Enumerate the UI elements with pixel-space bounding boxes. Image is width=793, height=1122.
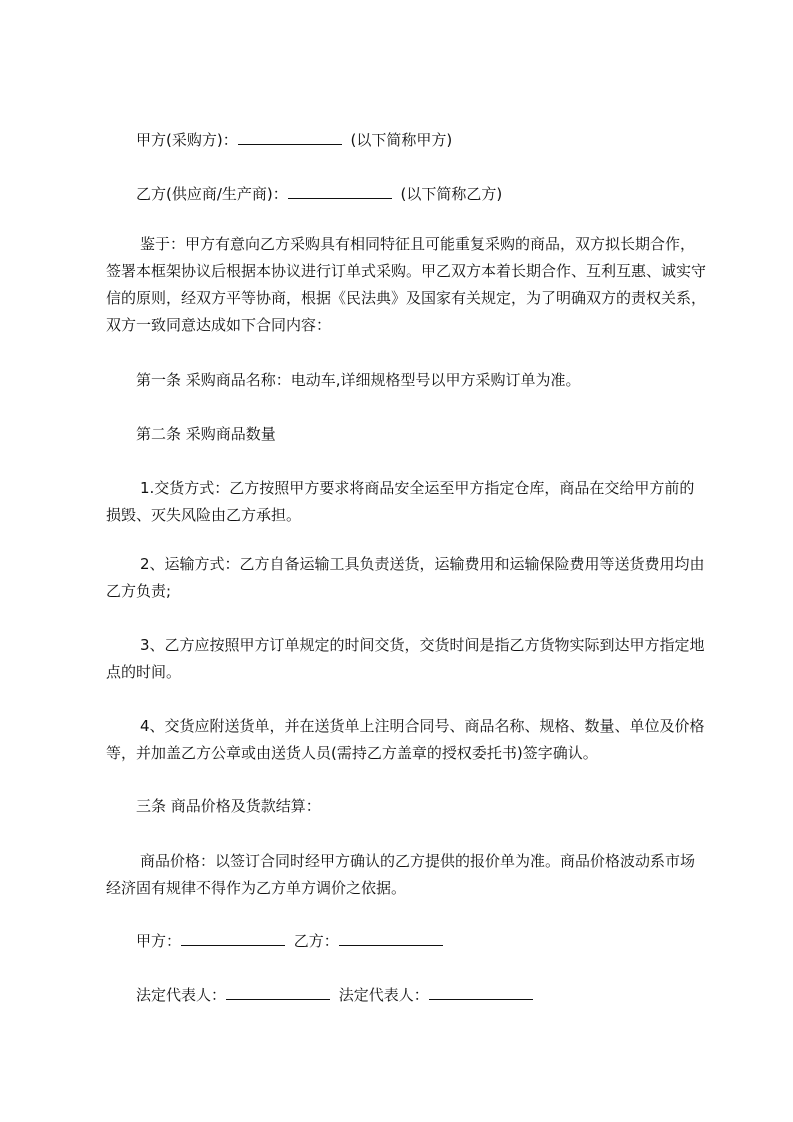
rep-b-blank	[429, 984, 533, 1000]
party-b-blank	[288, 183, 392, 199]
article-3-title	[0, 793, 793, 820]
party-a-suffix: (以下简称甲方)	[350, 131, 453, 149]
article-2-title	[0, 421, 793, 448]
party-b-label: 乙方(供应商/生产商)：	[136, 185, 288, 203]
article-2-title-text: 第二条 采购商品数量	[136, 425, 276, 443]
price-clause: 商品价格：以签订合同时经甲方确认的乙方提供的报价单为准。商品价格波动系市场经济固有规律不得作为乙方单方调价之依据。	[106, 852, 696, 897]
rep-a-label: 法定代表人：	[136, 986, 227, 1004]
party-b-line	[0, 181, 793, 208]
article-2-item-4: 4、交货应附送货单，并在送货单上注明合同号、商品名称、规格、数量、单位及价格等，并加盖乙方公章或由送货人员(需持乙方盖章的授权委托书)签字确认。	[106, 717, 705, 762]
rep-a-blank	[226, 984, 330, 1000]
article-2-item-1: 1.交货方式：乙方按照甲方要求将商品安全运至甲方指定仓库，商品在交给甲方前的损毁、灭失风险由乙方承担。	[106, 479, 695, 524]
signature-line-parties	[0, 928, 793, 955]
article-1	[0, 367, 793, 394]
sign-party-b-blank	[339, 930, 443, 946]
party-a-label: 甲方(采购方)：	[136, 131, 238, 149]
party-a-blank	[238, 129, 342, 145]
article-2-item-2: 2、运输方式：乙方自备运输工具负责送货，运输费用和运输保险费用等送货费用均由乙方负责;	[106, 555, 705, 600]
article-1-text: 第一条 采购商品名称：电动车,详细规格型号以甲方采购订单为准。	[136, 371, 581, 389]
sign-party-b-label: 乙方：	[293, 932, 339, 950]
article-2-item-3: 3、乙方应按照甲方订单规定的时间交货，交货时间是指乙方货物实际到达甲方指定地点的时间。	[106, 636, 705, 681]
party-b-suffix: (以下简称乙方)	[400, 185, 503, 203]
party-a-line	[0, 127, 793, 154]
article-3-title-text: 三条 商品价格及货款结算：	[136, 797, 321, 815]
sign-party-a-blank	[181, 930, 285, 946]
rep-b-label: 法定代表人：	[338, 986, 429, 1004]
sign-party-a-label: 甲方：	[136, 932, 182, 950]
signature-line-reps	[0, 982, 793, 1009]
preamble-paragraph: 鉴于：甲方有意向乙方采购具有相同特征且可能重复采购的商品，双方拟长期合作，签署本框架协议后根据本协议进行订单式采购。甲乙双方本着长期合作、互利互惠、诚实守信的原则，经双方平等协商，根据《民法典》及国家有关规定，为了明确双方的责权关系，双方一致同意达成如下合同内容：	[106, 235, 707, 334]
